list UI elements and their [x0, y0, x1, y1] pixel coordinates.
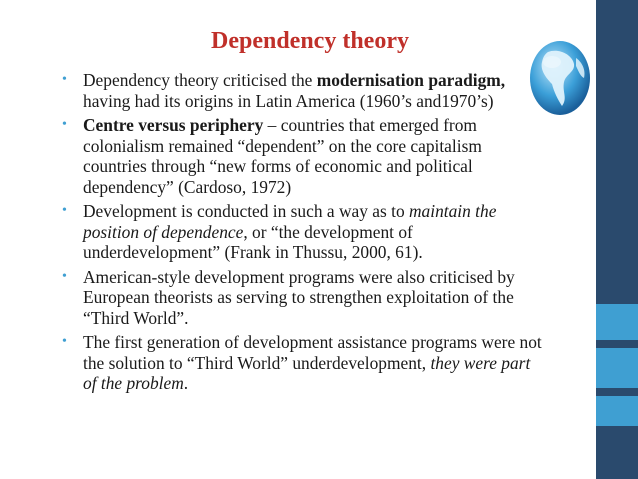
- sidebar-tile: [596, 396, 638, 426]
- slide-title: Dependency theory: [211, 28, 409, 54]
- bullet-item: [62, 267, 542, 329]
- bullet-text: having had its origins in Latin America (1960’s and1970’s): [83, 90, 494, 111]
- bullet-dot-icon: •: [62, 334, 67, 349]
- bullet-dot-icon: •: [62, 268, 67, 284]
- sidebar-tile: [596, 348, 638, 388]
- bullet-item: [62, 201, 542, 263]
- bullet-italic-text: maintain the position of dependence: [83, 201, 497, 242]
- bullet-list: [62, 70, 542, 398]
- bullet-bold-text: Centre versus periphery: [83, 115, 264, 135]
- slide-sidebar: [596, 0, 638, 479]
- bullet-dot-icon: •: [62, 72, 67, 87]
- bullet-dot-icon: •: [62, 117, 67, 132]
- bullet-text: , or “the development of underdevelopment” (Frank in Thussu, 2000, 61).: [83, 221, 423, 262]
- bullet-item: [62, 70, 542, 111]
- bullet-item: [62, 332, 542, 394]
- bullet-text: Development is conducted in such a way as to: [83, 201, 409, 221]
- bullet-text: – countries that emerged from colonialism remained “dependent” on the core capitalism countries through “new forms of economic and political dependency” (Cardoso, 1972): [83, 115, 482, 197]
- bullet-text: Dependency theory criticised the: [83, 70, 317, 90]
- bullet-text: The first generation of development assistance programs were not the solution to “Third World” underdevelopment,: [83, 332, 542, 373]
- bullet-text: American-style development programs were also criticised by European theorists as serving to strengthen exploitation of the “Third World”.: [83, 266, 515, 328]
- sidebar-tile: [596, 304, 638, 340]
- bullet-text: .: [183, 373, 189, 393]
- bullet-item: [62, 115, 542, 197]
- bullet-dot-icon: •: [62, 203, 67, 218]
- bullet-italic-text: they were part of the problem: [83, 352, 531, 393]
- bullet-bold-text: modernisation paradigm,: [316, 70, 506, 90]
